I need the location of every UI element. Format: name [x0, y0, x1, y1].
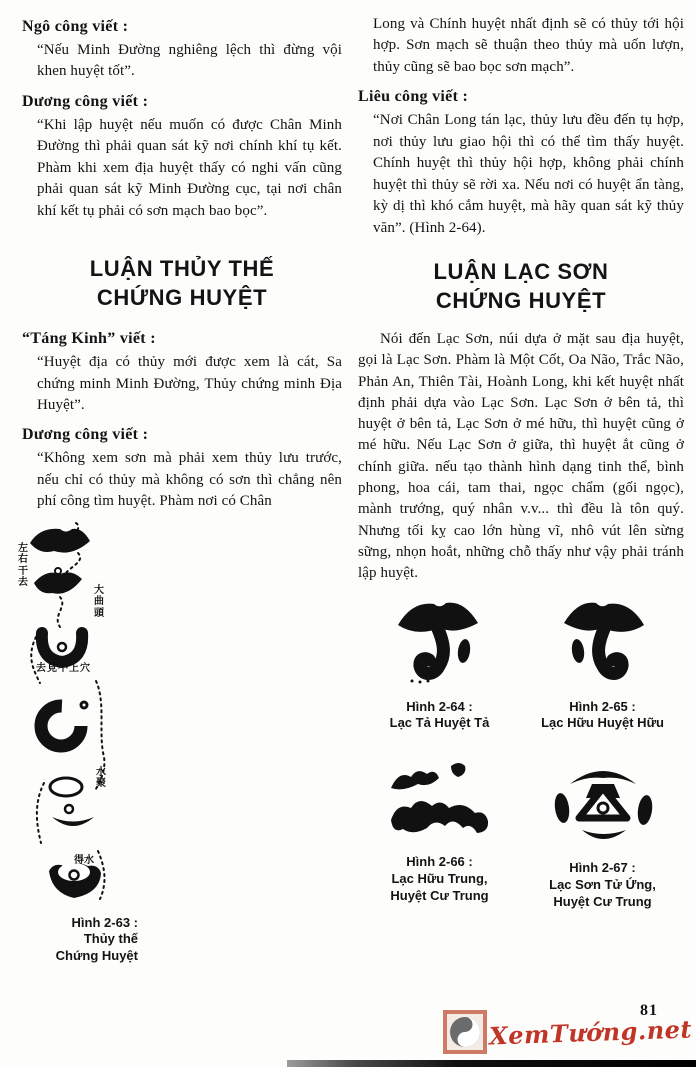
figure-2-67-caption: [549, 860, 656, 911]
watermark-text: XemTướng.net: [488, 1013, 693, 1051]
figure-annotation-cjk: 水聚: [96, 766, 106, 790]
quote-lieu-cong: “Nơi Chân Long tán lạc, thủy lưu đều đến tụ hợp, nơi thủy lưu giao hội thì có thể tìm thấy huyệt. Chính huyệt thì thủy hội hợp, không phải chính huyệt thì thủy sẽ rời xa. Nếu nơi có huyệt ẩn tàng, kỳ dị thì khó cắm huyệt, mà hãy quan sát kỹ thủy văn”. (Hình 2-64).: [373, 112, 684, 236]
heading-line: CHỨNG HUYỆT: [435, 287, 607, 313]
quote-continuation: Long và Chính huyệt nhất định sẽ có thủy tới hội hợp. Sơn mạch sẽ thuận theo thủy mà uốn lượn, thủy cũng sẽ bao bọc sơn mạch”.: [373, 16, 684, 75]
figure-2-66-drawing: [385, 758, 495, 840]
figure-grid: [358, 593, 684, 911]
section-heading-lac-son: [358, 257, 684, 315]
yin-yang-icon: [443, 1010, 487, 1054]
figure-2-63: [16, 521, 168, 967]
heading-line: LUẬN LẠC SƠN: [433, 258, 609, 284]
body-paragraph-lac-son: Nói đến Lạc Sơn, núi dựa ở mặt sau địa huyệt, gọi là Lạc Sơn. Phàm là Một Cốt, Oa Não, Trắc Não, Phản An, Thiên Tài, Hoành Long, khi kết huyệt nhất định phải dựa vào Lạc Sơn. Lạc Sơn ở bên tả, thì huyệt ở bên tả, Lạc Sơn ở mé hữu, thì huyệt cũng ở mé hữu. Nếu Lạc Sơn ở giữa, thì huyệt ắt cũng ở chính giữa. nếu tạo thành hình dạng tinh thể, bình phong, hoa cái, tam thai, ngọc chẩm (gối ngọc), mành trướng, quý nhân v.v... thì đều là tôn quý. Nhưng tối kỵ cao lớn hùng vĩ, nhô vút lên sừng sững, nhọn hoắt, những chỗ thấy như vậy phải tránh lập huyệt.: [358, 331, 684, 582]
caption-line: Hình 2-64 :: [406, 698, 473, 714]
caption-line: Lạc Tả Huyệt Tả: [389, 715, 490, 731]
figure-annotation-cjk: 得水: [74, 854, 94, 866]
figure-2-67-drawing: [548, 758, 658, 846]
page-number: 81: [640, 1002, 658, 1019]
right-column: [358, 14, 684, 911]
caption-line: Thủy thế: [83, 931, 138, 947]
caption-line: Huyệt Cư Trung: [390, 888, 489, 904]
figure-annotation-cjk: 左右干去: [18, 542, 28, 589]
figure-2-64-drawing: [392, 593, 487, 685]
figure-2-65-drawing: [555, 593, 650, 685]
speaker-label-duong-cong-2: Dương công viết :: [22, 426, 149, 444]
caption-line: Huyệt Cư Trung: [553, 894, 652, 910]
figure-2-65-caption: [541, 699, 664, 733]
caption-line: Chứng Huyệt: [55, 948, 138, 963]
caption-line: Lạc Hữu Huyệt Hữu: [541, 715, 664, 731]
section-heading-thuy-the: [22, 254, 342, 312]
figure-2-66-caption: [390, 854, 488, 905]
caption-line: Hình 2-65 :: [569, 698, 636, 714]
quote-ngo-cong: “Nếu Minh Đường nghiêng lệch thì đừng vội khen huyệt tốt”.: [37, 42, 342, 80]
figure-2-66: [358, 758, 521, 911]
figure-annotation-cjk: 去見不上穴: [36, 662, 91, 674]
quote-duong-cong-1: “Khi lập huyệt nếu muốn có được Chân Minh Đường thì phải quan sát kỹ nơi chính khí tụ kết. Phàm khi xem địa huyệt thấy có nghi vấn cũng phải quan sát kỹ Minh Đường cục, tại nơi chân khí kết tụ phải có sơn mạch bao bọc”.: [37, 116, 342, 219]
caption-line: Hình 2-66 :: [406, 854, 473, 870]
heading-line: LUẬN THỦY THẾ: [89, 256, 275, 282]
quote-duong-cong-2: “Không xem sơn mà phải xem thủy lưu trước, nếu chỉ có thủy mà không có sơn thì chẳng nên phí công tìm huyệt. Phàm nơi có Chân: [37, 450, 342, 510]
figure-2-63-caption: [30, 915, 138, 965]
figure-2-64-caption: [390, 699, 490, 733]
figure-2-63-drawing: [16, 521, 168, 911]
figure-2-64: [358, 593, 521, 733]
watermark: [443, 1010, 692, 1054]
figure-2-65: [521, 593, 684, 733]
caption-line: Lạc Sơn Tử Ứng,: [549, 877, 656, 893]
figure-2-67: [521, 758, 684, 911]
left-column: [18, 18, 342, 967]
scan-edge-bar: [287, 1060, 696, 1067]
quote-tang-kinh: “Huyệt địa có thủy mới được xem là cát, Sa chứng minh Minh Đường, Thủy chứng minh Địa Huyệt”.: [37, 354, 342, 413]
speaker-label-ngo-cong: Ngô công viết :: [22, 18, 129, 35]
speaker-label-tang-kinh: “Táng Kinh” viết :: [22, 330, 156, 348]
heading-line: CHỨNG HUYỆT: [96, 285, 268, 311]
caption-line: Hình 2-67 :: [569, 860, 636, 876]
figure-annotation-cjk: 大曲頭: [94, 584, 104, 619]
caption-line: Hình 2-63 :: [71, 914, 138, 930]
speaker-label-duong-cong-1: Dương công viết :: [22, 92, 149, 110]
caption-line: Lạc Hữu Trung,: [391, 871, 488, 887]
speaker-label-lieu-cong: Liêu công viết :: [358, 88, 469, 106]
